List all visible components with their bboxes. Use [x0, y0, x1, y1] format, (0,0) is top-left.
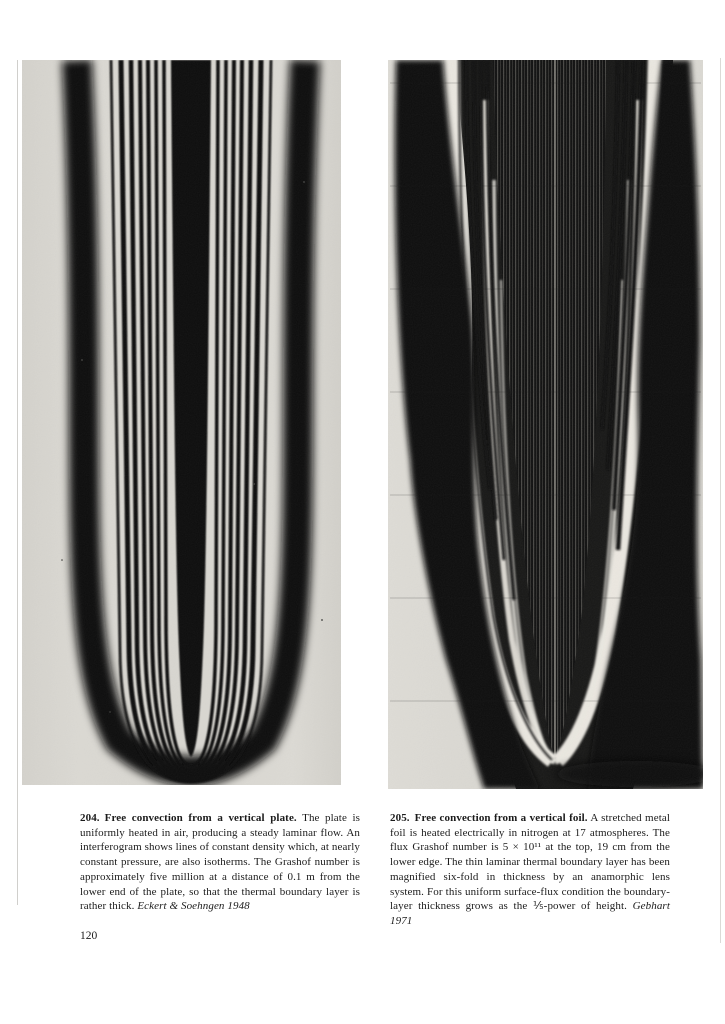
figure-204-title: Free convection from a vertical plate. — [104, 812, 297, 824]
figure-205-number: 205. — [390, 812, 410, 824]
film-grain-overlay — [22, 60, 341, 785]
figure-205-title: Free convection from a vertical foil. — [414, 812, 588, 824]
figure-205-citation: Gebhart 1971 — [390, 900, 670, 927]
figure-205-photo — [388, 60, 703, 789]
film-grain-overlay — [388, 60, 703, 789]
page-gutter-line — [17, 60, 18, 905]
figure-204-citation: Eckert & Soehngen 1948 — [137, 900, 250, 913]
figure-204-body: The plate is uniformly heated in air, producing a steady laminar flow. An interferogram shows lines of constant density which, at nearly constant pressure, are also isotherms. The Grashof number is approximately five million at a distance of 0.1 m from the lower end of the plate, so that the thermal boundary layer is rather thick. — [80, 812, 360, 913]
figure-205-body: A stretched metal foil is heated electrically in nitrogen at 17 atmospheres. The flux Grashof number is 5 × 10¹¹ at the top, 19 cm from the lower edge. The thin laminar thermal boundary layer has been magnified six-fold in thickness by an anamorphic lens system. For this uniform surface-flux condition the boundary-layer thickness grows as the ⅕-power of height. — [390, 812, 670, 913]
figure-204-number: 204. — [80, 812, 100, 824]
figure-205-caption — [390, 811, 670, 929]
page-number: 120 — [80, 930, 98, 942]
figure-204-photo — [22, 60, 341, 785]
figure-204-caption — [80, 811, 360, 914]
page-edge-line — [720, 58, 721, 943]
